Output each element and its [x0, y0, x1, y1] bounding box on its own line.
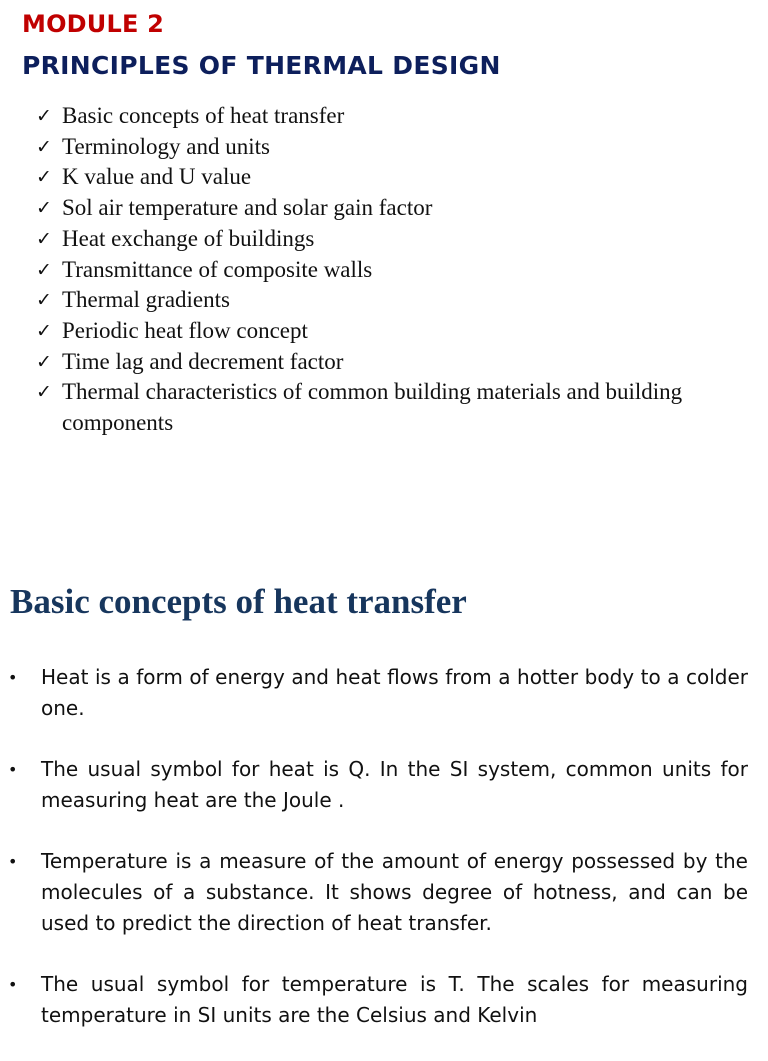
check-icon: ✓ [36, 289, 52, 312]
topic-checklist [36, 101, 756, 439]
list-item [36, 316, 756, 347]
topic-text: Thermal gradients [62, 287, 230, 313]
list-item [36, 132, 756, 163]
topic-text: Transmittance of composite walls [62, 256, 373, 282]
check-icon: ✓ [36, 350, 52, 373]
bullet-icon: • [8, 760, 18, 779]
list-item [36, 193, 756, 224]
topic-text: Periodic heat flow concept [62, 317, 308, 343]
bullet-item [8, 662, 748, 724]
section-heading: Basic concepts of heat transfer [10, 582, 467, 621]
bullet-text: The usual symbol for temperature is T. The scales for measuring temperature in SI units are the Celsius and Kelvin [41, 972, 748, 1027]
module-label: MODULE 2 [22, 10, 165, 38]
topic-text: Time lag and decrement factor [62, 348, 344, 374]
list-item [36, 162, 756, 193]
topic-text: Basic concepts of heat transfer [62, 103, 345, 128]
bullet-list [8, 662, 748, 1061]
bullet-text: The usual symbol for heat is Q. In the SI system, common units for measuring heat are the Joule . [41, 757, 748, 812]
check-icon: ✓ [36, 227, 52, 250]
list-item [36, 101, 756, 132]
bullet-text: Temperature is a measure of the amount of energy possessed by the molecules of a substance. It shows degree of hotness, and can be used to predict the direction of heat transfer. [41, 849, 748, 935]
topic-text: Thermal characteristics of common building materials and building components [62, 379, 683, 436]
bullet-icon: • [8, 668, 18, 687]
bullet-text: Heat is a form of energy and heat flows from a hotter body to a colder one. [41, 665, 748, 720]
topic-text: K value and U value [62, 164, 252, 190]
check-icon: ✓ [36, 319, 52, 342]
list-item [36, 224, 756, 255]
check-icon: ✓ [36, 105, 52, 127]
bullet-icon: • [8, 975, 18, 994]
list-item [36, 255, 756, 286]
bullet-icon: • [8, 852, 18, 871]
check-icon: ✓ [36, 258, 52, 281]
topic-text: Terminology and units [62, 133, 270, 159]
bullet-item [8, 969, 748, 1031]
topic-text: Sol air temperature and solar gain factor [62, 195, 433, 221]
check-icon: ✓ [36, 197, 52, 220]
list-item [36, 377, 756, 438]
module-title: PRINCIPLES OF THERMAL DESIGN [22, 51, 501, 80]
bullet-item [8, 754, 748, 816]
check-icon: ✓ [36, 135, 52, 158]
topic-text: Heat exchange of buildings [62, 225, 315, 251]
bullet-item [8, 846, 748, 939]
list-item [36, 347, 756, 378]
check-icon: ✓ [36, 166, 52, 189]
check-icon: ✓ [36, 381, 52, 404]
list-item [36, 285, 756, 316]
